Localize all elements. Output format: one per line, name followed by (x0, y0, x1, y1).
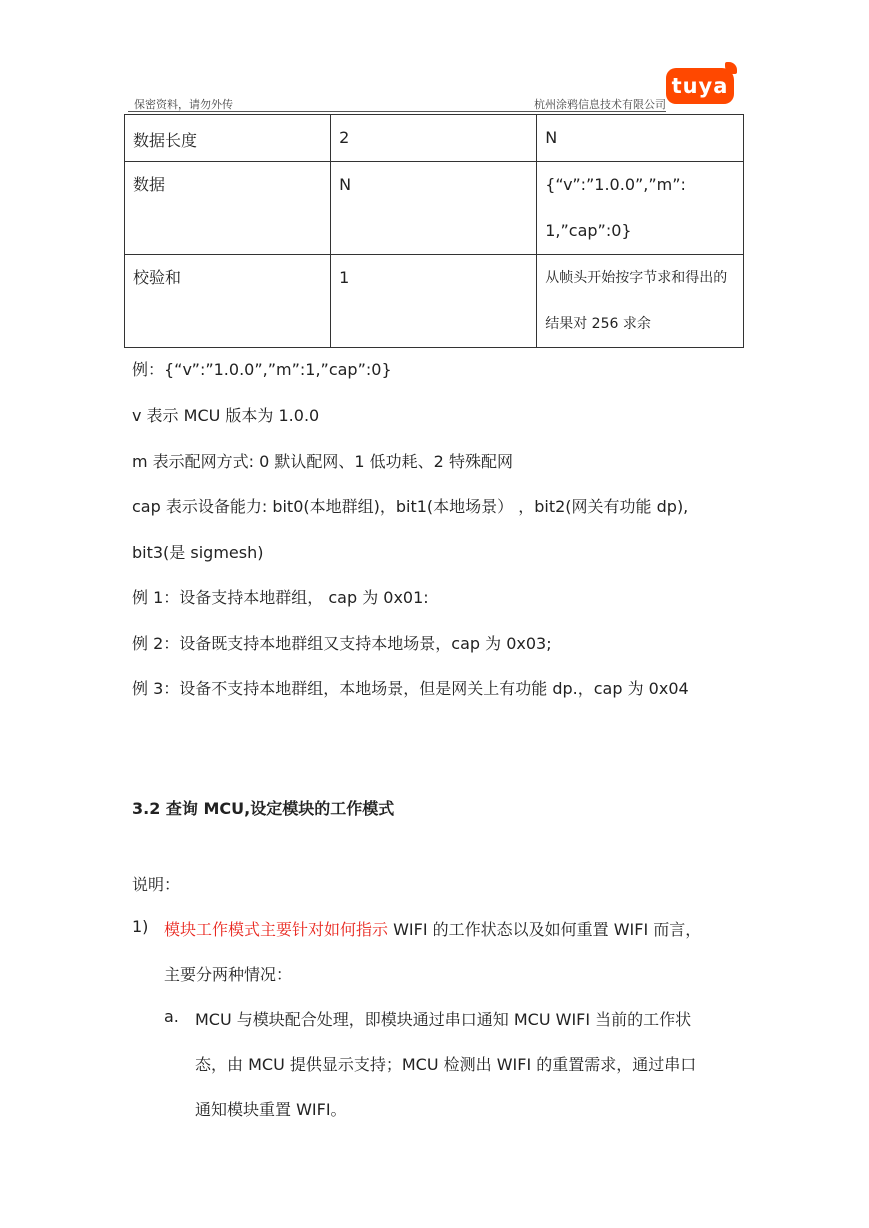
table-cell: N (331, 162, 537, 255)
list-number: 1) (132, 917, 149, 936)
table-cell-line: {“v”:”1.0.0”,”m”: (545, 175, 686, 194)
cap-description: cap 表示设备能力: bit0(本地群组)，bit1(本地场景） ，bit2(网关有功能 dp), (132, 497, 689, 516)
cap-description-cont: bit3(是 sigmesh) (132, 543, 264, 562)
table-cell-line: 1,”cap”:0} (545, 221, 632, 240)
example-3: 例 3：设备不支持本地群组，本地场景，但是网关上有功能 dp.，cap 为 0x04 (132, 679, 689, 698)
table-cell: N (537, 115, 744, 162)
table-cell-line: 结果对 256 求余 (545, 316, 651, 332)
table-cell (537, 162, 744, 255)
explain-label: 说明： (132, 875, 181, 894)
sublist-item-a-cont: 态，由 MCU 提供显示支持；MCU 检测出 WIFI 的重置需求，通过串口 (195, 1055, 697, 1074)
m-description: m 表示配网方式: 0 默认配网、1 低功耗、2 特殊配网 (132, 452, 513, 471)
table-row (125, 115, 744, 162)
section-title: 3.2 查询 MCU,设定模块的工作模式 (132, 799, 395, 818)
table-cell-line: 从帧头开始按字节求和得出的 (545, 270, 728, 286)
table-cell (537, 255, 744, 348)
example-1: 例 1：设备支持本地群组， cap 为 0x01: (132, 588, 429, 607)
table-row (125, 255, 744, 348)
list-item-text: WIFI 的工作状态以及如何重置 WIFI 而言， (388, 920, 702, 939)
list-item-1 (164, 917, 701, 940)
sublist-label: a. (164, 1007, 179, 1026)
table-row (125, 162, 744, 255)
table-cell: 1 (331, 255, 537, 348)
highlighted-text: 模块工作模式主要针对如何指示 (164, 920, 389, 939)
header-company-name: 杭州涂鸦信息技术有限公司 (534, 98, 666, 111)
v-description: v 表示 MCU 版本为 1.0.0 (132, 406, 320, 425)
table-cell: 校验和 (125, 255, 331, 348)
sublist-item-a: MCU 与模块配合处理，即模块通过串口通知 MCU WIFI 当前的工作状 (195, 1010, 692, 1029)
header-divider (128, 111, 666, 112)
list-item-1-cont: 主要分两种情况： (164, 965, 293, 984)
protocol-field-table (124, 114, 744, 348)
sublist-item-a-cont: 通知模块重置 WIFI。 (195, 1100, 347, 1119)
example-2: 例 2：设备既支持本地群组又支持本地场景，cap 为 0x03; (132, 634, 552, 653)
header-confidential-note: 保密资料，请勿外传 (134, 98, 233, 111)
table-cell: 数据长度 (125, 115, 331, 162)
tuya-logo: tuya (666, 68, 734, 104)
example-json: 例：{“v”:”1.0.0”,”m”:1,”cap”:0} (132, 360, 392, 379)
table-cell: 数据 (125, 162, 331, 255)
table-cell: 2 (331, 115, 537, 162)
